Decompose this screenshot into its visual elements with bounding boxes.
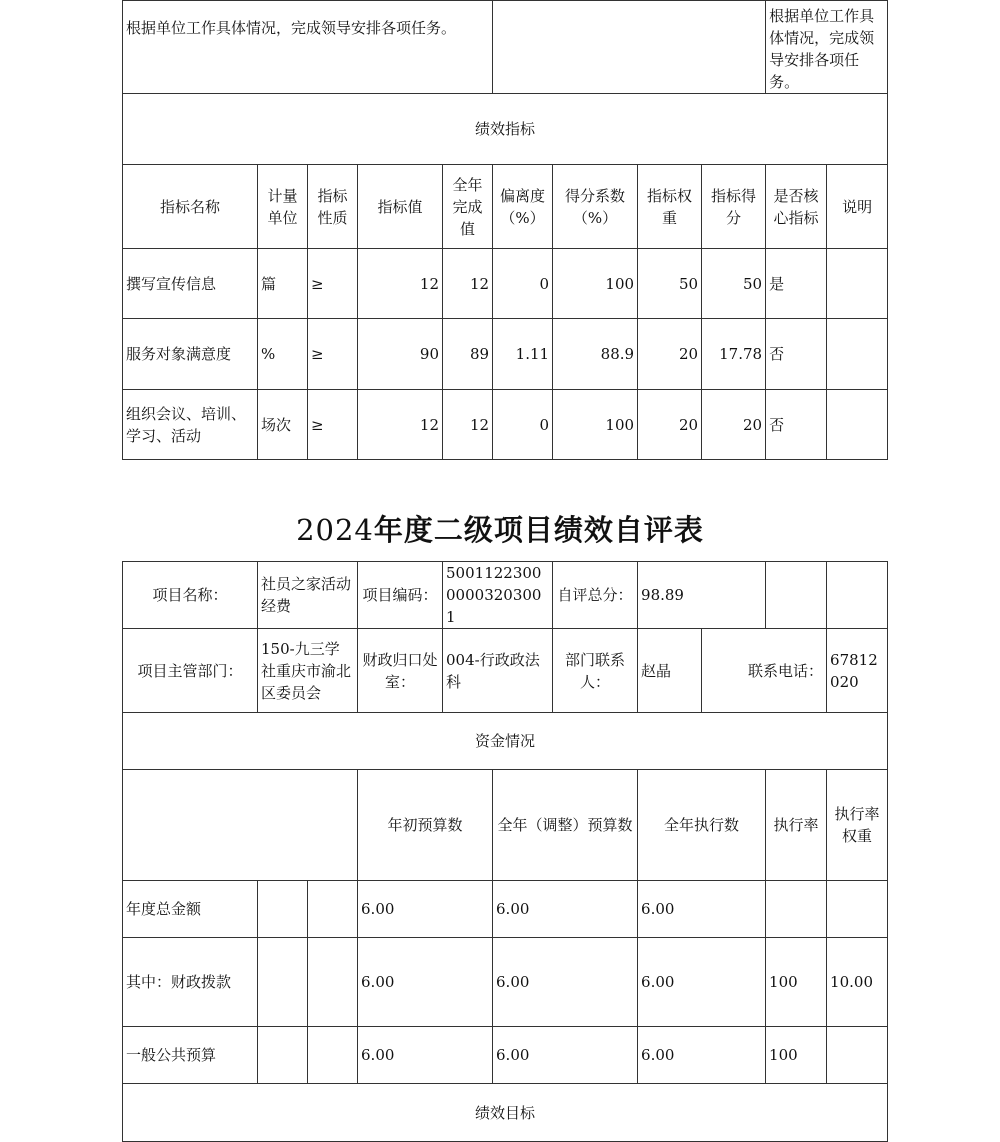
funds-rate bbox=[766, 881, 827, 938]
blank-cell bbox=[766, 562, 827, 629]
funds-rate: 100 bbox=[766, 1027, 827, 1084]
funds-label: 一般公共预算 bbox=[123, 1027, 258, 1084]
indicator-unit: % bbox=[258, 319, 308, 390]
phone-value: 67812020 bbox=[827, 629, 888, 713]
table-row bbox=[123, 249, 888, 319]
funds-adjusted: 6.00 bbox=[493, 1027, 638, 1084]
indicator-deviation: 0 bbox=[493, 249, 553, 319]
indicator-name: 组织会议、培训、学习、活动 bbox=[123, 390, 258, 460]
indicator-target: 90 bbox=[358, 319, 443, 390]
blank-cell bbox=[308, 938, 358, 1027]
funds-label: 其中：财政拨款 bbox=[123, 938, 258, 1027]
header-score: 指标得分 bbox=[702, 165, 766, 249]
indicator-weight: 20 bbox=[638, 390, 702, 460]
indicator-note bbox=[827, 249, 888, 319]
section-title-goals: 绩效目标 bbox=[123, 1084, 888, 1142]
header-core: 是否核心指标 bbox=[766, 165, 827, 249]
indicator-core: 否 bbox=[766, 319, 827, 390]
blank-cell bbox=[123, 770, 358, 881]
header-executed: 全年执行数 bbox=[638, 770, 766, 881]
dept-label: 项目主管部门： bbox=[123, 629, 258, 713]
header-actual: 全年完成值 bbox=[443, 165, 493, 249]
indicator-target: 12 bbox=[358, 249, 443, 319]
header-deviation: 偏离度（%） bbox=[493, 165, 553, 249]
project-code-label: 项目编码： bbox=[358, 562, 443, 629]
dept-value: 150-九三学社重庆市渝北区委员会 bbox=[258, 629, 358, 713]
title-text: 年度二级项目绩效自评表 bbox=[373, 513, 704, 547]
project-code-value: 500112230000003203001 bbox=[443, 562, 553, 629]
header-indicator-name: 指标名称 bbox=[123, 165, 258, 249]
indicator-actual: 12 bbox=[443, 249, 493, 319]
task-description-right: 根据单位工作具体情况，完成领导安排各项任务。 bbox=[766, 1, 888, 94]
funds-initial: 6.00 bbox=[358, 881, 493, 938]
indicator-actual: 12 bbox=[443, 390, 493, 460]
indicator-coefficient: 100 bbox=[553, 249, 638, 319]
self-evaluation-table bbox=[122, 561, 888, 1142]
task-description-left: 根据单位工作具体情况，完成领导安排各项任务。 bbox=[123, 1, 493, 94]
contact-label: 部门联系人： bbox=[553, 629, 638, 713]
indicator-target: 12 bbox=[358, 390, 443, 460]
header-note: 说明 bbox=[827, 165, 888, 249]
indicator-table bbox=[122, 0, 888, 460]
blank-cell bbox=[493, 1, 766, 94]
indicator-weight: 50 bbox=[638, 249, 702, 319]
table-row bbox=[123, 390, 888, 460]
finance-dept-value: 004-行政政法科 bbox=[443, 629, 553, 713]
indicator-score: 20 bbox=[702, 390, 766, 460]
blank-cell bbox=[258, 1027, 308, 1084]
phone-label: 联系电话： bbox=[702, 629, 827, 713]
funds-label: 年度总金额 bbox=[123, 881, 258, 938]
project-name-label: 项目名称： bbox=[123, 562, 258, 629]
indicator-deviation: 1.11 bbox=[493, 319, 553, 390]
funds-weight: 10.00 bbox=[827, 938, 888, 1027]
indicator-note bbox=[827, 390, 888, 460]
project-name-value: 社员之家活动经费 bbox=[258, 562, 358, 629]
funds-adjusted: 6.00 bbox=[493, 881, 638, 938]
blank-cell bbox=[258, 938, 308, 1027]
indicator-unit: 场次 bbox=[258, 390, 308, 460]
header-adjusted-budget: 全年（调整）预算数 bbox=[493, 770, 638, 881]
indicator-core: 是 bbox=[766, 249, 827, 319]
table-row bbox=[123, 938, 888, 1027]
section-title-indicators: 绩效指标 bbox=[123, 94, 888, 165]
indicator-unit: 篇 bbox=[258, 249, 308, 319]
table-row bbox=[123, 881, 888, 938]
finance-dept-label: 财政归口处室： bbox=[358, 629, 443, 713]
self-score-value: 98.89 bbox=[638, 562, 766, 629]
indicator-core: 否 bbox=[766, 390, 827, 460]
indicator-coefficient: 88.9 bbox=[553, 319, 638, 390]
funds-initial: 6.00 bbox=[358, 1027, 493, 1084]
funds-initial: 6.00 bbox=[358, 938, 493, 1027]
funds-executed: 6.00 bbox=[638, 881, 766, 938]
header-unit: 计量单位 bbox=[258, 165, 308, 249]
funds-executed: 6.00 bbox=[638, 1027, 766, 1084]
funds-adjusted: 6.00 bbox=[493, 938, 638, 1027]
indicator-note bbox=[827, 319, 888, 390]
indicator-weight: 20 bbox=[638, 319, 702, 390]
self-score-label: 自评总分： bbox=[553, 562, 638, 629]
blank-cell bbox=[308, 881, 358, 938]
table-row bbox=[123, 319, 888, 390]
header-initial-budget: 年初预算数 bbox=[358, 770, 493, 881]
indicator-deviation: 0 bbox=[493, 390, 553, 460]
indicator-coefficient: 100 bbox=[553, 390, 638, 460]
header-coefficient: 得分系数（%） bbox=[553, 165, 638, 249]
indicator-name: 撰写宣传信息 bbox=[123, 249, 258, 319]
contact-value: 赵晶 bbox=[638, 629, 702, 713]
blank-cell bbox=[827, 562, 888, 629]
indicator-nature: ≥ bbox=[308, 319, 358, 390]
header-weight: 指标权重 bbox=[638, 165, 702, 249]
page-title bbox=[0, 508, 1000, 549]
funds-weight bbox=[827, 1027, 888, 1084]
title-year: 2024 bbox=[296, 513, 374, 547]
funds-weight bbox=[827, 881, 888, 938]
header-target: 指标值 bbox=[358, 165, 443, 249]
indicator-name: 服务对象满意度 bbox=[123, 319, 258, 390]
indicator-nature: ≥ bbox=[308, 249, 358, 319]
header-rate-weight: 执行率权重 bbox=[827, 770, 888, 881]
section-title-funds: 资金情况 bbox=[123, 713, 888, 770]
header-nature: 指标性质 bbox=[308, 165, 358, 249]
blank-cell bbox=[308, 1027, 358, 1084]
funds-rate: 100 bbox=[766, 938, 827, 1027]
blank-cell bbox=[258, 881, 308, 938]
indicator-score: 17.78 bbox=[702, 319, 766, 390]
funds-executed: 6.00 bbox=[638, 938, 766, 1027]
header-exec-rate: 执行率 bbox=[766, 770, 827, 881]
indicator-nature: ≥ bbox=[308, 390, 358, 460]
table-row bbox=[123, 1027, 888, 1084]
indicator-actual: 89 bbox=[443, 319, 493, 390]
indicator-score: 50 bbox=[702, 249, 766, 319]
